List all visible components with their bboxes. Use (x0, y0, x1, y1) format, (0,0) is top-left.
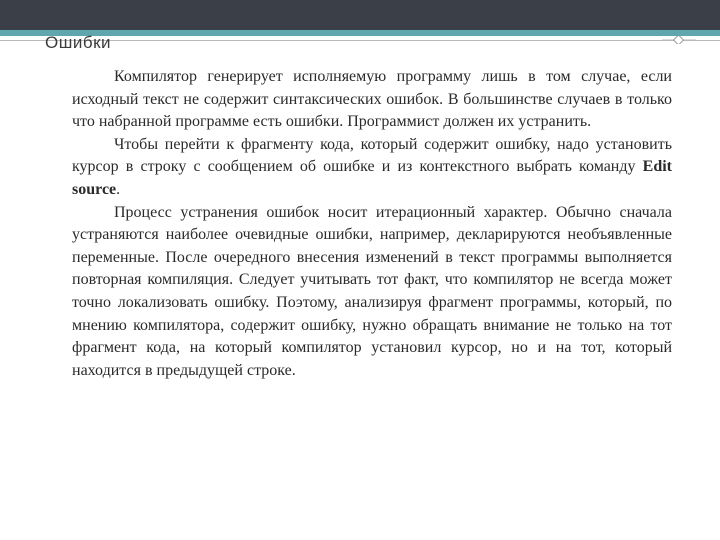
ornament-icon (662, 36, 696, 44)
header-bar (0, 0, 720, 30)
edit-source-command: Edit source (72, 158, 672, 198)
paragraph-2-text: Чтобы перейти к фрагменту кода, который содержит ошибку, надо установить курсор в строку с сообщением об ошибке и из контекстного выбрать команду (72, 135, 672, 176)
paragraph-2 (72, 134, 672, 202)
paragraph-2-end: . (116, 180, 121, 198)
slide-title: Ошибки (45, 33, 112, 52)
paragraph-1: Компилятор генерирует исполняемую программу лишь в том случае, если исходный текст не содержит синтаксических ошибок. В большинстве случаев в только что набранной программе есть ошибки. Программист должен их устранить. (72, 68, 672, 131)
slide-body (72, 66, 672, 382)
paragraph-3: Процесс устранения ошибок носит итерационный характер. Обычно сначала устраняются наиболее очевидные ошибки, например, декларируются необъявленные переменные. После очередного внесения изменений в текст программы выполняется повторная компиляция. Следует учитывать тот факт, что компилятор не всегда может точно локализовать ошибку. Поэтому, анализируя фрагмент программы, который, по мнению компилятора, содержит ошибку, нужно обращать внимание не только на тот фрагмент кода, на который компилятор установил курсор, но и на тот, который находится в предыдущей строке. (72, 203, 672, 379)
